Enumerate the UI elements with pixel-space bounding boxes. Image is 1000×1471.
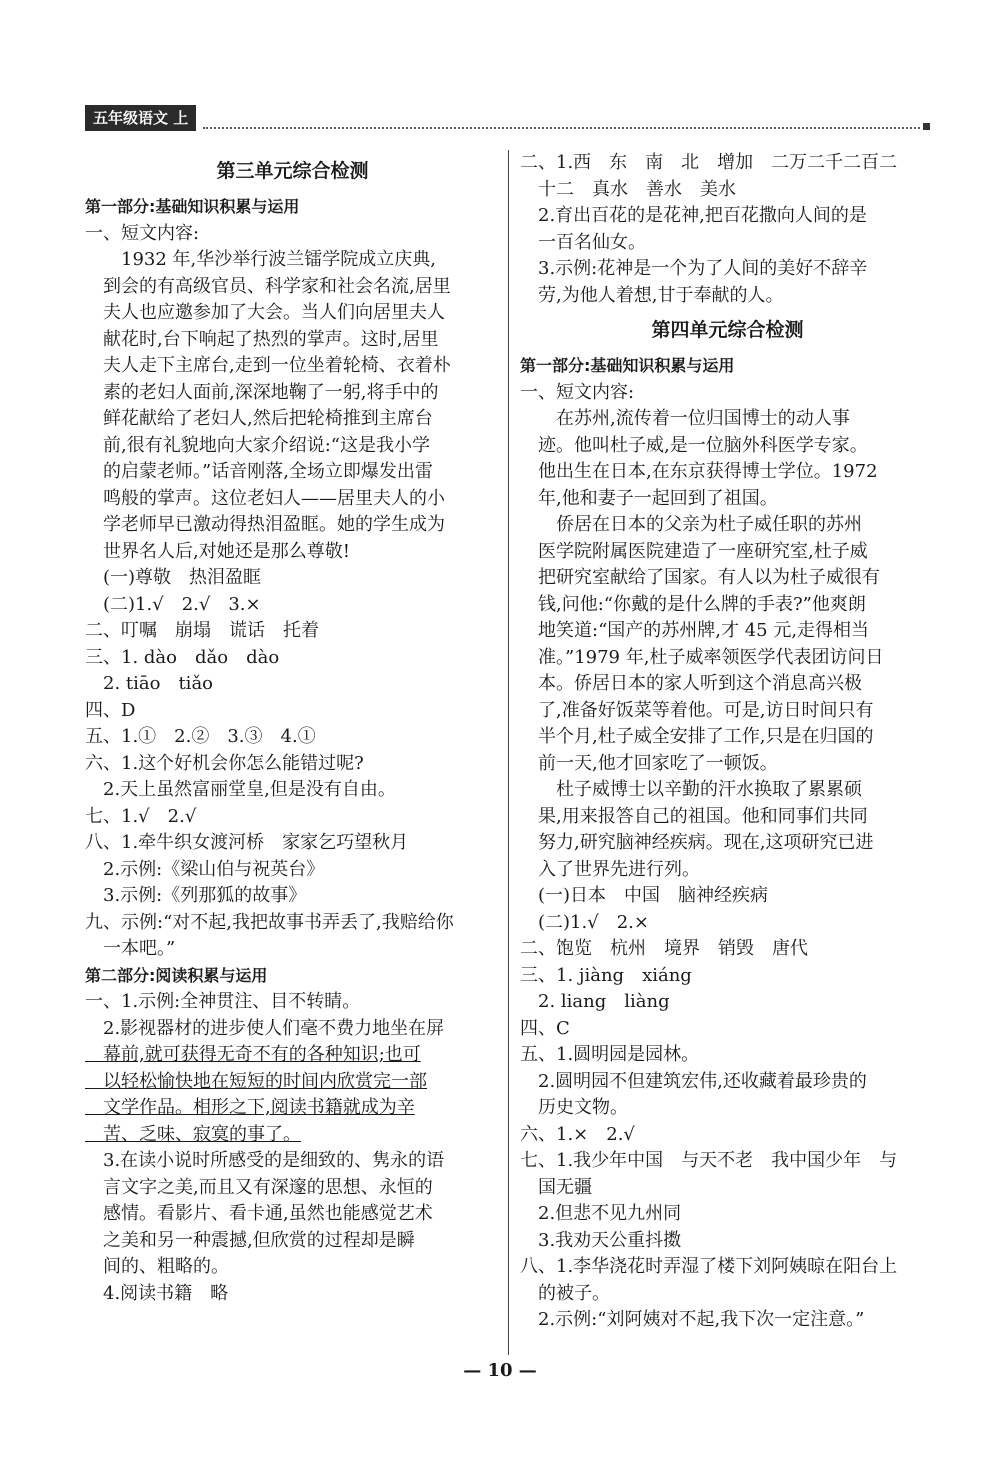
- text-line: 素的老妇人面前,深深地鞠了一躬,将手中的: [85, 381, 439, 403]
- text-line: 献花时,台下响起了热烈的掌声。这时,居里: [85, 328, 439, 350]
- text-line: 准。”1979 年,杜子威率领医学代表团访问日: [520, 646, 884, 668]
- right-column: [520, 150, 935, 1334]
- page-number: — 10 —: [463, 1360, 537, 1381]
- text-line: 一、短文内容:: [85, 222, 200, 244]
- text-line: 之美和另一种震撼,但欣赏的过程却是瞬: [85, 1229, 415, 1251]
- text-line: 夫人也应邀参加了大会。当人们向居里夫人: [85, 302, 445, 323]
- text-line: 一本吧。”: [85, 938, 176, 959]
- text-line: 二、叮嘱 崩塌 谎话 托着: [85, 620, 319, 641]
- text-line: 迹。他叫杜子威,是一位脑外科医学专家。: [520, 434, 868, 456]
- text-line: 地笑道:“国产的苏州牌,才 45 元,走得相当: [520, 620, 870, 641]
- unit4-title: 第四单元综合检测: [651, 319, 804, 341]
- text-line: 劳,为他人着想,甘于奉献的人。: [520, 284, 784, 306]
- text-line: 鲜花献给了老妇人,然后把轮椅推到主席台: [85, 408, 433, 429]
- unit3-part2-lines-continued: [85, 1148, 500, 1307]
- text-line: 把研究室献给了国家。有人以为杜子威很有: [520, 567, 880, 588]
- header-dotted-rule: [203, 127, 920, 129]
- text-line: 侨居在日本的父亲为杜子威任职的苏州: [520, 514, 862, 535]
- text-line: 文学作品。相形之下,阅读书籍就成为辛: [85, 1097, 415, 1118]
- text-line: 他出生在日本,在东京获得博士学位。1972: [520, 461, 878, 482]
- text-line: 1932 年,华沙举行波兰镭学院成立庆典,: [85, 249, 436, 270]
- header-square-mark: [923, 123, 930, 130]
- unit4-part1-heading: 第一部分:基础知识积累与运用: [520, 356, 735, 375]
- text-line: 间的、粗略的。: [85, 1256, 229, 1277]
- text-line: 一、1.示例:全神贯注、目不转睛。: [85, 991, 361, 1012]
- text-line: 3.示例:《列那狐的故事》: [85, 885, 307, 906]
- text-line: 2.圆明园不但建筑宏伟,还收藏着最珍贵的: [520, 1070, 867, 1092]
- text-line: 三、1. jiàng xiáng: [520, 964, 692, 986]
- text-line: 以轻松愉快地在短短的时间内欣赏完一部: [85, 1070, 427, 1092]
- text-line: 3.在读小说时所感受的是细致的、隽永的语: [85, 1150, 445, 1171]
- text-line: 2.天上虽然富丽堂皇,但是没有自由。: [85, 779, 396, 800]
- text-line: (一)日本 中国 脑神经疾病: [520, 885, 769, 906]
- unit3-continued-lines: [520, 150, 935, 309]
- text-line: 2.影视器材的进步使人们毫不费力地坐在屏: [85, 1017, 445, 1039]
- text-line: 的被子。: [520, 1282, 610, 1304]
- text-line: 世界名人后,对她还是那么尊敬!: [85, 540, 350, 562]
- text-line: 七、1.我少年中国 与天不老 我中国少年 与: [520, 1150, 898, 1171]
- unit3-part2-lines: [85, 989, 500, 1042]
- text-line: 学老师早已激动得热泪盈眶。她的学生成为: [85, 514, 445, 535]
- text-line: 五、1.圆明园是园林。: [520, 1044, 700, 1065]
- text-line: 杜子威博士以辛勤的汗水换取了累累硕: [520, 779, 862, 800]
- text-line: 2.示例:“刘阿姨对不起,我下次一定注意。”: [520, 1309, 865, 1330]
- text-line: 2.示例:《梁山伯与祝英台》: [85, 858, 325, 880]
- page-header: [85, 105, 930, 131]
- text-line: 感情。看影片、看卡通,虽然也能感觉艺术: [85, 1203, 433, 1224]
- text-line: 一百名仙女。: [520, 231, 646, 253]
- text-line: 六、1.这个好机会你怎么能错过呢?: [85, 752, 364, 774]
- text-line: 鸣般的掌声。这位老妇人——居里夫人的小: [85, 487, 445, 509]
- text-line: 二、饱览 杭州 境界 销毁 唐代: [520, 938, 808, 959]
- unit3-part1-heading: 第一部分:基础知识积累与运用: [85, 197, 300, 216]
- grade-tag: 五年级语文 上: [85, 105, 196, 131]
- text-line: 2. tiāo tiǎo: [85, 673, 214, 694]
- text-line: 言文字之美,而且又有深邃的思想、永恒的: [85, 1176, 433, 1198]
- text-line: 前,很有礼貌地向大家介绍说:“这是我小学: [85, 434, 430, 456]
- text-line: 到会的有高级官员、科学家和社会名流,居里: [85, 275, 451, 297]
- text-line: 2.育出百花的是花神,把百花撒向人间的是: [520, 205, 867, 226]
- text-line: 八、1.牵牛织女渡河桥 家家乞巧望秋月: [85, 832, 409, 853]
- text-line: 五、1.① 2.② 3.③ 4.①: [85, 726, 316, 747]
- text-line: 本。侨居日本的家人听到这个消息高兴极: [520, 673, 862, 694]
- text-line: 四、D: [85, 699, 136, 721]
- text-line: 半个月,杜子威全安排了工作,只是在归国的: [520, 726, 874, 747]
- text-line: (二)1.√ 2.×: [520, 911, 649, 933]
- text-line: 医学院附属医院建造了一座研究室,杜子威: [520, 540, 868, 562]
- text-line: 九、示例:“对不起,我把故事书弄丢了,我赔给你: [85, 911, 454, 933]
- text-line: 幕前,就可获得无奇不有的各种知识;也可: [85, 1044, 421, 1065]
- text-line: 十二 真水 善水 美水: [520, 178, 736, 200]
- text-line: 四、C: [520, 1017, 570, 1039]
- text-line: 二、1.西 东 南 北 增加 二万二千二百二: [520, 152, 898, 173]
- text-line: 入了世界先进行列。: [520, 858, 700, 880]
- text-line: (一)尊敬 热泪盈眶: [85, 567, 262, 588]
- text-line: 2.但悲不见九州同: [520, 1203, 682, 1224]
- unit3-underlined-answer: [85, 1042, 500, 1148]
- text-line: 4.阅读书籍 略: [85, 1282, 229, 1304]
- text-line: 六、1.× 2.√: [520, 1123, 635, 1145]
- text-line: 苦、乏味、寂寞的事了。: [85, 1123, 301, 1145]
- text-line: 八、1.李华浇花时弄湿了楼下刘阿姨晾在阳台上: [520, 1256, 898, 1277]
- text-line: 在苏州,流传着一位归国博士的动人事: [520, 408, 850, 429]
- text-line: (二)1.√ 2.√ 3.×: [85, 593, 261, 615]
- text-line: 前一天,他才回家吃了一顿饭。: [520, 752, 778, 774]
- text-line: 七、1.√ 2.√: [85, 805, 197, 827]
- text-line: 2. liang liàng: [520, 991, 670, 1012]
- text-line: 历史文物。: [520, 1097, 628, 1118]
- text-line: 一、短文内容:: [520, 381, 635, 403]
- text-line: 三、1. dào dǎo dào: [85, 646, 280, 668]
- text-line: 果,用来报答自己的祖国。他和同事们共同: [520, 805, 868, 827]
- text-line: 年,他和妻子一起回到了祖国。: [520, 487, 778, 509]
- left-column: [85, 150, 500, 1307]
- unit3-title: 第三单元综合检测: [216, 160, 369, 182]
- unit3-part1-lines: [85, 221, 500, 963]
- text-line: 夫人走下主席台,走到一位坐着轮椅、衣着朴: [85, 355, 451, 376]
- text-line: 国无疆: [520, 1176, 592, 1198]
- text-line: 努力,研究脑神经疾病。现在,这项研究已进: [520, 832, 874, 853]
- text-line: 的启蒙老师。”话音刚落,全场立即爆发出雷: [85, 461, 433, 482]
- text-line: 了,准备好饭菜等着他。可是,访日时间只有: [520, 699, 874, 721]
- text-line: 钱,问他:“你戴的是什么牌的手表?”他爽朗: [520, 593, 866, 615]
- unit3-part2-heading: 第二部分:阅读积累与运用: [85, 965, 268, 985]
- column-divider: [508, 150, 509, 1355]
- text-line: 3.我劝天公重抖擞: [520, 1229, 682, 1251]
- unit4-part1-lines: [520, 380, 935, 1334]
- text-line: 3.示例:花神是一个为了人间的美好不辞辛: [520, 258, 868, 279]
